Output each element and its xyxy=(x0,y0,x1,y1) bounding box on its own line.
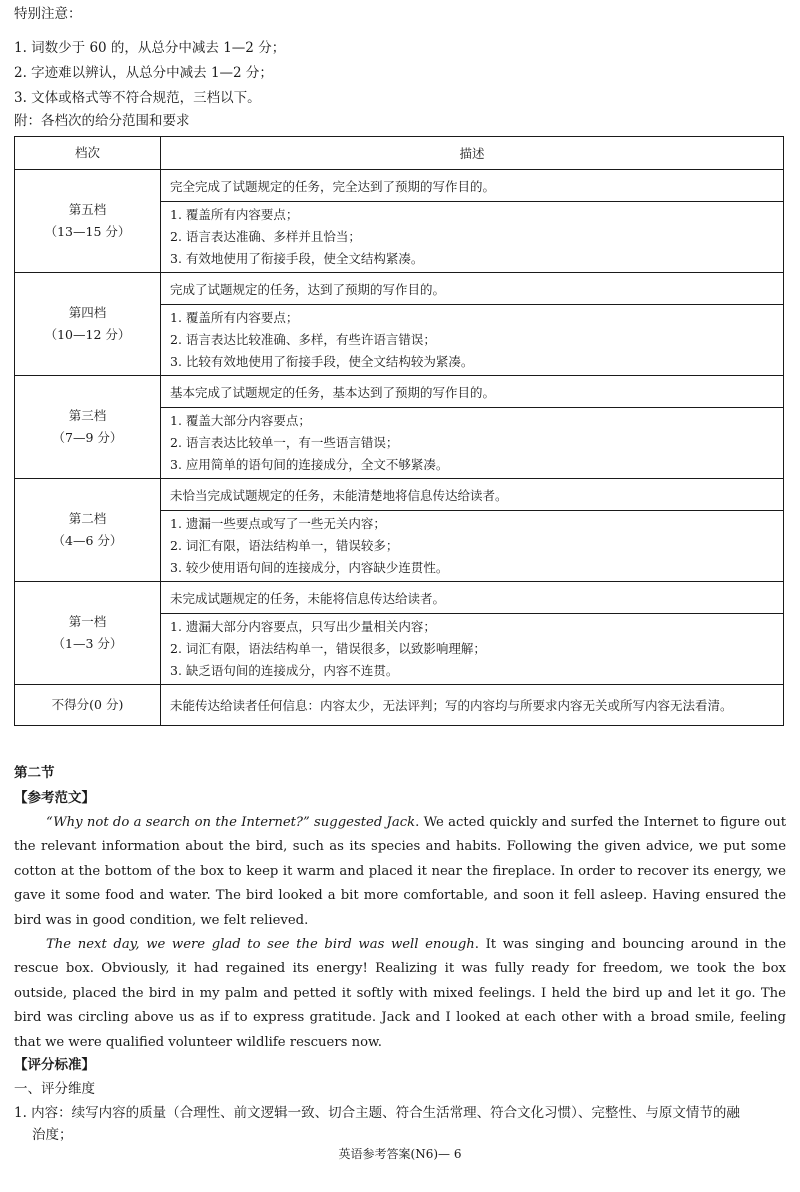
level-points xyxy=(161,305,784,376)
level-summary: 未恰当完成试题规定的任务，未能清楚地将信息传达给读者。 xyxy=(161,479,784,511)
level-range: （10—12 分） xyxy=(44,327,131,342)
essay-text: . It was singing and bouncing around in the rescue box. Obviously, it had regained its energy! Realizing it was fully ready for freedom, we took the box outside, placed the bird in my palm and petted it softly with mixed feelings. I held the bird up and let it go. The bird was circling above us as if to express gratitude. Jack and I looked at each other with a broad smile, feeling that we were qualified volunteer wildlife rescuers now. xyxy=(14,937,786,1050)
level-name: 第四档 xyxy=(68,305,107,320)
level-point: 2. 语言表达准确、多样并且恰当； xyxy=(170,229,361,244)
level-point: 1. 遗漏一些要点或写了一些无关内容； xyxy=(170,516,386,531)
notes-title: 特别注意： xyxy=(14,6,82,22)
table-header-row xyxy=(15,137,784,170)
note-item: 1. 词数少于 60 的，从总分中减去 1—2 分； xyxy=(14,40,286,56)
table-row xyxy=(15,170,784,202)
section-heading: 第二节 xyxy=(14,765,55,781)
level-cell xyxy=(15,479,161,582)
level-point: 3. 缺乏语句间的连接成分，内容不连贯。 xyxy=(170,663,399,678)
level-name: 第二档 xyxy=(68,511,107,526)
dimension-item-cont: 治度； xyxy=(32,1127,73,1143)
table-row xyxy=(15,685,784,726)
level-range: （7—9 分） xyxy=(52,430,123,445)
level-points xyxy=(161,202,784,273)
level-summary: 未完成试题规定的任务，未能将信息传达给读者。 xyxy=(161,582,784,614)
level-cell xyxy=(15,582,161,685)
level-cell xyxy=(15,376,161,479)
level-point: 1. 遗漏大部分内容要点，只写出少量相关内容； xyxy=(170,619,436,634)
level-name: 第五档 xyxy=(68,202,107,217)
level-points xyxy=(161,511,784,582)
table-row xyxy=(15,273,784,305)
level-points xyxy=(161,408,784,479)
page-footer: 英语参考答案(N6)— 6 xyxy=(338,1147,462,1161)
level-point: 3. 应用简单的语句间的连接成分，全文不够紧凑。 xyxy=(170,457,449,472)
header-level: 档次 xyxy=(15,137,161,170)
table-row xyxy=(15,479,784,511)
level-points xyxy=(161,614,784,685)
level-cell xyxy=(15,170,161,273)
criteria-label: 【评分标准】 xyxy=(14,1057,95,1073)
level-point: 2. 语言表达比较准确、多样，有些许语言错误； xyxy=(170,332,436,347)
level-range: （4—6 分） xyxy=(52,533,123,548)
note-item: 2. 字迹难以辨认，从总分中减去 1—2 分； xyxy=(14,65,273,81)
level-summary: 完全完成了试题规定的任务，完全达到了预期的写作目的。 xyxy=(161,170,784,202)
level-summary: 完成了试题规定的任务，达到了预期的写作目的。 xyxy=(161,273,784,305)
grading-table xyxy=(14,136,784,726)
zero-level-name: 不得分(0 分) xyxy=(15,685,161,726)
level-point: 3. 有效地使用了衔接手段，使全文结构紧凑。 xyxy=(170,251,424,266)
note-item: 3. 文体或格式等不符合规范，三档以下。 xyxy=(14,90,261,106)
table-row xyxy=(15,376,784,408)
dimension-title: 一、评分维度 xyxy=(14,1081,95,1097)
sample-essay xyxy=(14,811,786,1055)
level-summary: 基本完成了试题规定的任务，基本达到了预期的写作目的。 xyxy=(161,376,784,408)
essay-paragraph xyxy=(14,811,786,933)
essay-opening-italic: “Why not do a search on the Internet?” suggested Jack xyxy=(46,815,416,830)
sample-label: 【参考范文】 xyxy=(14,790,95,806)
level-point: 1. 覆盖所有内容要点； xyxy=(170,207,299,222)
level-cell xyxy=(15,273,161,376)
dimension-item: 1. 内容：续写内容的质量（合理性、前文逻辑一致、切合主题、符合生活常理、符合文化习惯）、完整性、与原文情节的融 xyxy=(14,1105,740,1121)
zero-level-desc: 未能传达给读者任何信息：内容太少，无法评判；写的内容均与所要求内容无关或所写内容无法看清。 xyxy=(161,685,784,726)
level-name: 第一档 xyxy=(68,614,107,629)
level-range: （13—15 分） xyxy=(44,224,131,239)
level-point: 3. 较少使用语句间的连接成分，内容缺少连贯性。 xyxy=(170,560,449,575)
level-point: 2. 词汇有限，语法结构单一，错误很多，以致影响理解； xyxy=(170,641,486,656)
header-desc: 描述 xyxy=(161,137,784,170)
essay-opening-italic: The next day, we were glad to see the bird was well enough xyxy=(46,937,475,953)
level-point: 1. 覆盖大部分内容要点； xyxy=(170,413,311,428)
table-row xyxy=(15,582,784,614)
level-name: 第三档 xyxy=(68,408,107,423)
appendix-title: 附：各档次的给分范围和要求 xyxy=(14,113,190,129)
level-point: 3. 比较有效地使用了衔接手段，使全文结构较为紧凑。 xyxy=(170,354,474,369)
level-point: 1. 覆盖所有内容要点； xyxy=(170,310,299,325)
essay-paragraph xyxy=(14,933,786,1055)
level-point: 2. 词汇有限，语法结构单一，错误较多； xyxy=(170,538,399,553)
essay-text: . We acted quickly and surfed the Internet to figure out the relevant information about the bird, such as its species and habits. Following the given advice, we put some cotton at the bottom of the box to keep it warm and placed it near the fireplace. In order to recover its energy, we gave it some food and water. The bird looked a bit more comfortable, and soon it fell asleep. Having ensured the bird was in good condition, we felt relieved. xyxy=(14,815,786,928)
level-point: 2. 语言表达比较单一，有一些语言错误； xyxy=(170,435,399,450)
level-range: （1—3 分） xyxy=(52,636,123,651)
